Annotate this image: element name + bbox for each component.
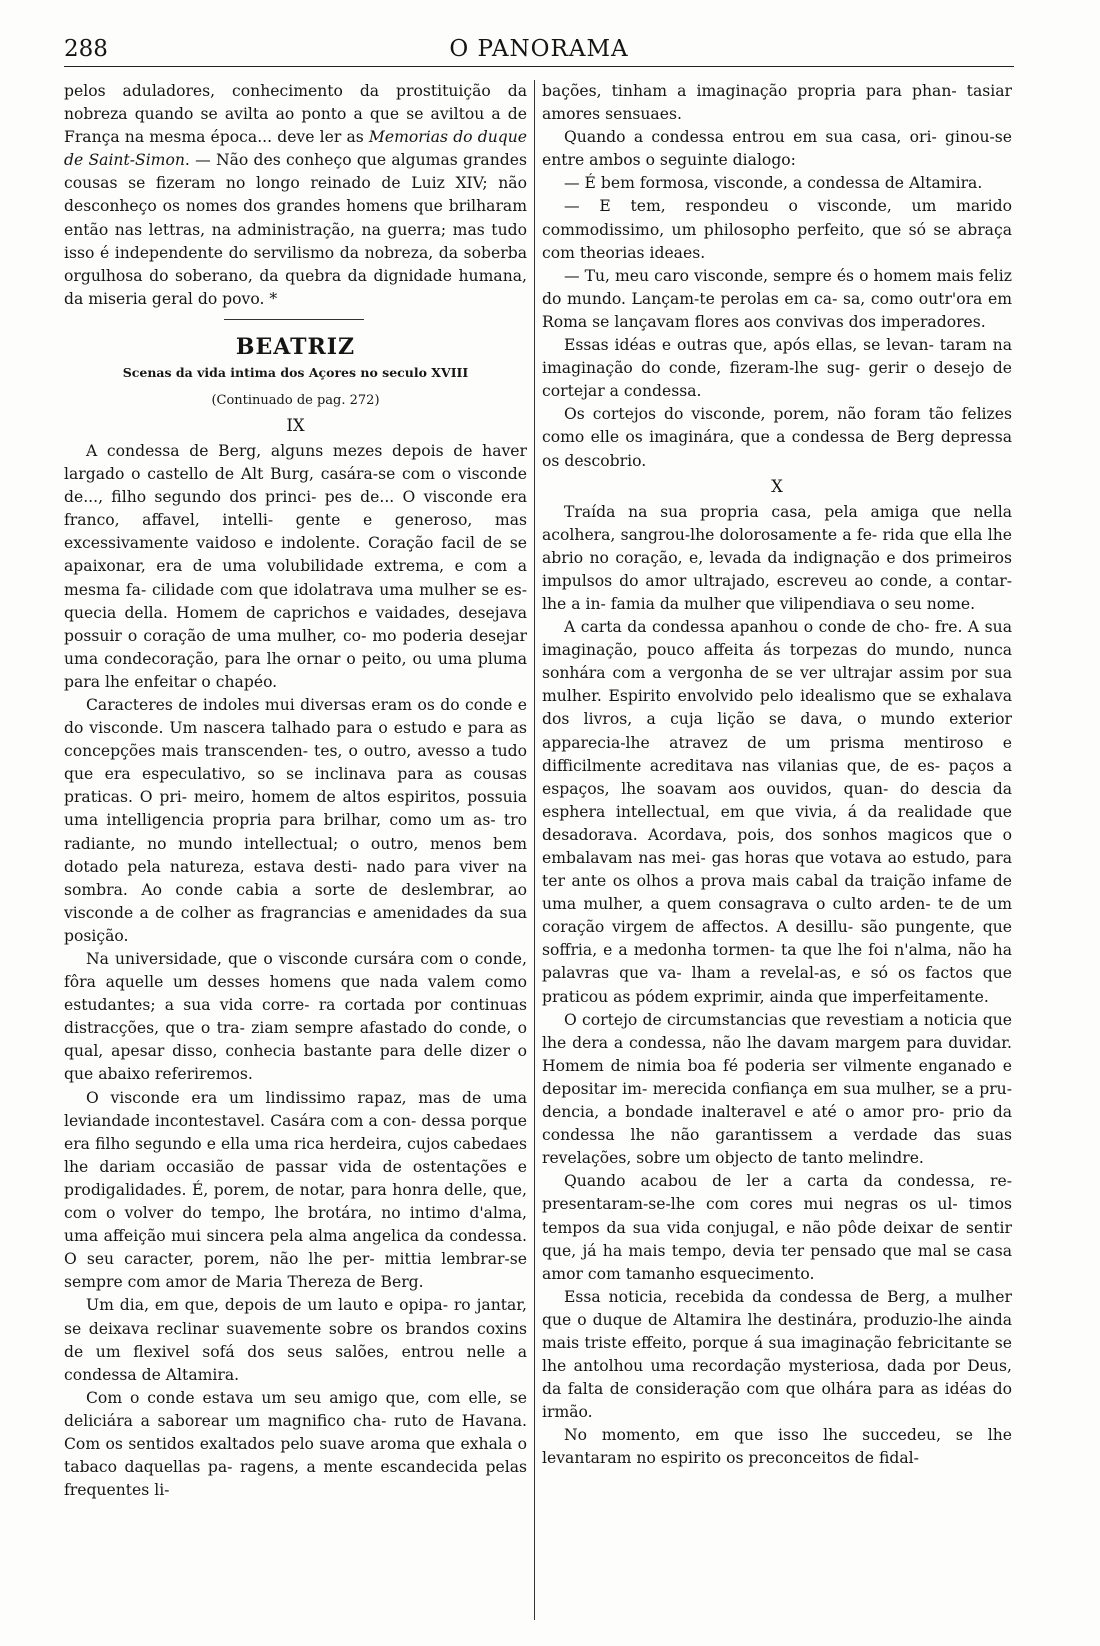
dialogue-line: — É bem formosa, visconde, a condessa de Altamira. [564,174,983,193]
running-title: O PANORAMA [449,36,629,62]
intro-text-2: . — Não des conheço que algumas grandes cousas se fizeram no longo reinado de Luiz XIV; não desconheço os nomes dos grandes homens que brilharam então nas lettras, na administração, na guerra; mas tudo isso é independente do servilismo da nobreza, da soberba orgulhosa do soberano, da quebra da dignidade humana, da miseria geral do povo. [64,151,527,308]
article-title: BEATRIZ [235,333,356,360]
paragraph: Traída na sua propria casa, pela amiga que nella acolhera, sangrou-lhe dolorosamente a fe- rida que ella lhe abrio no coração, e, levada da indignação e dos primeiros impulsos do amor ultrajado, escreveu ao conde, a contar-lhe a in- famia da mulher que vilipendiava o seu nome. [542,502,1012,613]
paragraph: bações, tinham a imaginação propria para phan- tasiar amores sensuaes. [542,82,1012,124]
right-column [542,80,1012,1636]
chapter-heading-ix: IX [286,415,305,435]
left-column [64,80,527,1636]
intro-book-title: Memorias do duque de Saint-Simon [64,128,527,170]
paragraph: A carta da condessa apanhou o conde de cho- fre. A sua imaginação, pouco affeita ás torpezas do mundo, nunca sonhára com a vergonha de se ver ultrajar assim por sua mulher. Espirito envolvido pelo idealismo que se exhalava dos livros, a cuja lição se dava, o mundo exterior apparecia-lhe atravez de um prisma mentiroso e difficilmente acreditava nas vilanias que, de es- paços a espaços, lhe soavam aos ouvidos, quan- do descia da esphera intellectual, em que vivia, á da realidade que desadorava. Acordava, pois, dos sonhos magicos que o embalavam nas mei- gas horas que votava ao estudo, para ter ante os olhos a prova mais cabal da traição infame de uma mulher, a quem consagrava o culto arden- te de um coração virgem de affectos. A desillu- são pungente, que soffria, e a medonha tormen- ta que lhe foi n'alma, não ha palavras que va- lham a revelal-as, e só os factos que praticou as pódem exprimir, ainda que imperfeitamente. [542,618,1012,1006]
page-number: 288 [64,36,108,62]
paragraph: Caracteres de indoles mui diversas eram os do conde e do visconde. Um nascera talhado para o estudo e para as concepções mais transcenden- tes, o outro, avesso a tudo que era especulativo, so se inclinava para as cousas praticas. O pri- meiro, homem de altos espiritos, possuia uma intelligencia propria para brilhar, como um as- tro radiante, no mundo intellectual; o outro, menos bem dotado pela natureza, estava desti- nado para viver na sombra. Ao conde cabia a sorte de deslembrar, ao visconde a de colher as fragrancias e amenidades da sua posição. [64,695,527,945]
paragraph: Essas idéas e outras que, após ellas, se levan- taram na imaginação do conde, fizeram-lhe sug- gerir o desejo de cortejar a condessa. [542,336,1012,401]
paragraph: Com o conde estava um seu amigo que, com elle, se deliciára a saborear um magnifico cha- ruto de Havana. Com os sentidos exaltados pelo suave aroma que exhala o tabaco daquellas pa- ragens, a mente escandecida pelas frequentes li- [64,1388,527,1500]
dialogue-line: — E tem, respondeu o visconde, um marido commodissimo, um philosopho perfeito, que só se abraça com theorias ideaes. [542,197,1012,262]
paragraph: Essa noticia, recebida da condessa de Berg, a mulher que o duque de Altamira lhe destinára, produzio-lhe ainda mais triste effeito, porque á sua imaginação febricitante se lhe antolhou uma recordação mysteriosa, dada por Deus, da falta de consideração com que olhára para as idéas do irmão. [542,1287,1012,1422]
continued-note: (Continuado de pag. 272) [211,392,380,408]
paragraph: Quando a condessa entrou em sua casa, ori- ginou-se entre ambos o seguinte dialogo: [542,128,1012,170]
paragraph: Um dia, em que, depois de um lauto e opipa- ro jantar, se deixava reclinar suavemente sobre os brandos coxins de um flexivel sofá dos seus salões, entrou nelle a condessa de Altamira. [64,1296,527,1384]
paragraph: Na universidade, que o visconde cursára com o conde, fôra aquelle um desses homens que nada valem como estudantes; a sua vida corre- ra cortada por continuas distracções, que o tra- ziam sempre afastado do conde, o qual, apesar disso, conhecia bastante para delle dizer o que abaixo referiremos. [64,950,527,1084]
intro-text-1: pelos aduladores, conhecimento da prostituição da nobreza quando se avilta ao ponto a que se aviltou a de França na mesma época... deve ler as [64,82,527,147]
paragraph: Quando acabou de ler a carta da condessa, re- presentaram-se-lhe com cores mui negras os ul- timos tempos da sua vida conjugal, e não pôde deixar de sentir que, já ha mais tempo, devia ter pensado que mal se casa amor com tamanho esquecimento. [542,1172,1012,1283]
paragraph: O cortejo de circumstancias que revestiam a noticia que lhe dera a condessa, não lhe davam margem para duvidar. Homem de nimia boa fé poderia ser vilmente enganado e depositar im- merecida confiança em sua mulher, se a pru- dencia, a bondade inalteravel e até o amor pro- prio da condessa lhe não garantissem a verdade das suas revelações, sobre um objecto de tanto melindre. [542,1010,1012,1168]
chapter-heading-x: X [771,476,783,496]
section-separator [224,319,364,320]
dialogue-line: — Tu, meu caro visconde, sempre és o homem mais feliz do mundo. Lançam-te perolas em ca- sa, como outr'ora em Roma se lançavam flores aos convivas dos imperadores. [542,266,1012,331]
page-header [64,32,1014,67]
asterisk-mark: * [269,289,278,308]
column-divider [534,80,535,1620]
intro-paragraph [64,80,527,311]
paragraph: No momento, em que isso lhe succedeu, se lhe levantaram no espirito os preconceitos de fidal- [542,1426,1012,1468]
paragraph: A condessa de Berg, alguns mezes depois de haver largado o castello de Alt Burg, casára-se com o visconde de..., filho segundo dos princi- pes de... O visconde era franco, affavel, intelli- gente e generoso, mas excessivamente vaidoso e indolente. Coração facil de se apaixonar, era de uma volubilidade extrema, e com a mesma fa- cilidade com que idolatrava uma mulher se es- quecia della. Homem de caprichos e vaidades, desejava possuir o coração de uma mulher, co- mo poderia desejar uma condecoração, para lhe ornar o peito, ou uma pluma para lhe enfeitar o chapéo. [64,441,527,691]
article-subtitle: Scenas da vida intima dos Açores no seculo XVIII [122,364,469,380]
paragraph: O visconde era um lindissimo rapaz, mas de uma leviandade incontestavel. Casára com a con- dessa porque era filho segundo e ella uma rica herdeira, cujos cabedaes lhe dariam occasião de passar vida de ostentações e prodigalidades. É, porem, de notar, para honra delle, que, com o volver do tempo, lhe brotára, no intimo d'alma, uma affeição mui sincera pela alma angelica da condessa. O seu caracter, porem, não lhe per- mittia lembrar-se sempre com amor de Maria Thereza de Berg. [64,1088,527,1292]
paragraph: Os cortejos do visconde, porem, não foram tão felizes como elle os imaginára, que a condessa de Berg depressa os descobrio. [542,405,1012,470]
